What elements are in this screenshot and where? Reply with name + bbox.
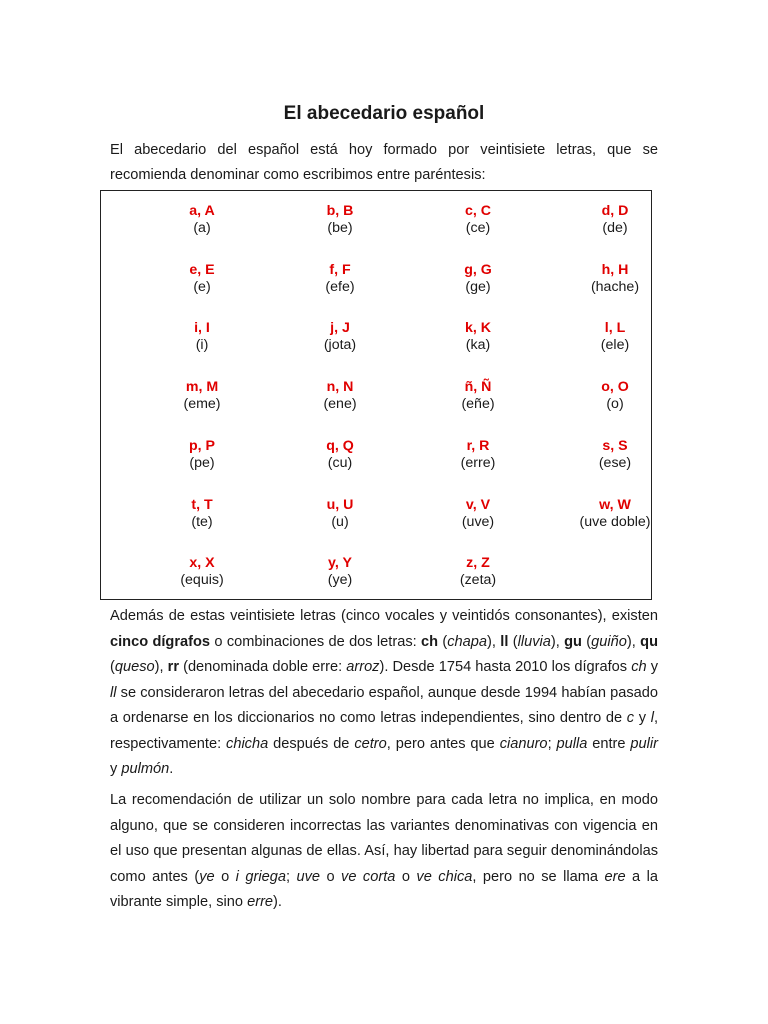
- alphabet-cell: [271, 438, 409, 472]
- letter-pair: s, S: [602, 437, 628, 454]
- letter-pair: ñ, Ñ: [464, 379, 492, 396]
- italic-term: cetro: [354, 735, 387, 752]
- letter-name: (equis): [180, 572, 224, 589]
- text-run: (: [438, 633, 448, 650]
- italic-term: ve chica: [416, 868, 473, 885]
- letter-name: (o): [606, 396, 624, 413]
- letter-name: (cu): [327, 454, 353, 471]
- digraphs-paragraph: [110, 604, 658, 783]
- text-run: ),: [550, 633, 565, 650]
- letter-pair: e, E: [189, 261, 215, 278]
- letter-name: (e): [193, 278, 211, 295]
- letter-name: (erre): [460, 454, 496, 471]
- alphabet-cell: [409, 203, 547, 237]
- alphabet-cell: [409, 555, 547, 589]
- letter-pair: v, V: [465, 496, 491, 513]
- text-run: ;: [285, 868, 297, 885]
- text-run: ;: [547, 735, 557, 752]
- text-run: (: [110, 659, 115, 675]
- bold-term: qu: [640, 633, 658, 650]
- alphabet-cell: [546, 262, 684, 296]
- text-run: después de: [268, 735, 355, 752]
- letter-name: (jota): [323, 337, 357, 354]
- italic-term: ye: [199, 868, 215, 885]
- letter-pair: p, P: [188, 437, 215, 454]
- text-run: .: [169, 761, 174, 777]
- letter-name: (ese): [598, 454, 632, 471]
- alphabet-cell: [133, 203, 271, 237]
- italic-term: pulla: [556, 735, 588, 752]
- letter-name: (i): [195, 337, 209, 354]
- letter-pair: f, F: [329, 261, 351, 278]
- bold-term: ll: [500, 633, 509, 650]
- letter-pair: i, I: [194, 320, 210, 337]
- italic-term: erre: [247, 894, 274, 910]
- text-run: ),: [487, 633, 501, 650]
- alphabet-cell: [409, 379, 547, 413]
- letter-name: (hache): [590, 278, 640, 295]
- text-run: Además de estas veintisiete letras (cinco vocales y veintidós consonantes), existen: [110, 608, 658, 624]
- italic-term: ch: [631, 659, 647, 675]
- text-run: a la vibrante simple, sino: [110, 868, 658, 910]
- italic-term: ere: [604, 868, 626, 885]
- italic-term: pulir: [630, 735, 658, 752]
- alphabet-cell: [271, 379, 409, 413]
- italic-term: cianuro: [499, 735, 548, 752]
- alphabet-cell: [271, 262, 409, 296]
- alphabet-table: [100, 190, 652, 600]
- letter-name: (de): [602, 220, 628, 236]
- italic-term: i griega: [235, 868, 286, 885]
- letter-pair: m, M: [185, 379, 219, 396]
- letter-pair: g, G: [464, 261, 492, 278]
- letter-pair: z, Z: [466, 555, 490, 572]
- page-title: El abecedario español: [283, 103, 485, 124]
- text-run: ),: [154, 659, 168, 675]
- alphabet-cell: [546, 320, 684, 354]
- letter-pair: x, X: [189, 555, 215, 572]
- alphabet-cell: [409, 497, 547, 531]
- italic-term: queso: [114, 659, 155, 675]
- text-run: ). Desde 1754 hasta 2010 los dígrafos: [379, 659, 632, 675]
- letter-pair: h, H: [601, 261, 629, 278]
- alphabet-cell: [133, 262, 271, 296]
- italic-term: chapa: [447, 633, 488, 650]
- text-run: , pero no se llama: [472, 868, 605, 885]
- text-run: (denominada doble erre:: [179, 659, 347, 675]
- letter-pair: n, N: [326, 379, 354, 396]
- letter-pair: a, A: [189, 203, 215, 219]
- letter-name: (ka): [465, 337, 491, 354]
- bold-term: cinco dígrafos: [110, 633, 211, 650]
- recommendation-paragraph: [110, 788, 658, 916]
- italic-term: arroz: [346, 659, 380, 675]
- bold-term: rr: [167, 659, 179, 675]
- italic-term: ve corta: [341, 868, 396, 885]
- letter-name: (uve): [461, 513, 495, 530]
- letter-pair: d, D: [601, 203, 629, 219]
- letter-pair: c, C: [464, 203, 492, 219]
- letter-name: (ge): [465, 278, 491, 295]
- alphabet-cell: [409, 262, 547, 296]
- alphabet-cell: [133, 320, 271, 354]
- italic-term: uve: [296, 868, 320, 885]
- italic-term: chicha: [226, 735, 269, 752]
- alphabet-cell: [409, 438, 547, 472]
- text-run: o combinaciones de dos letras:: [210, 633, 422, 650]
- letter-pair: y, Y: [328, 555, 352, 572]
- letter-name: (eme): [183, 396, 221, 413]
- letter-pair: u, U: [326, 496, 354, 513]
- letter-pair: b, B: [326, 203, 354, 219]
- text-run: , pero antes que: [386, 735, 500, 752]
- alphabet-cell: [271, 203, 409, 237]
- letter-name: (zeta): [459, 572, 497, 589]
- letter-pair: l, L: [604, 320, 626, 337]
- alphabet-cell: [546, 379, 684, 413]
- letter-name: (ye): [327, 572, 353, 589]
- italic-term: guiño: [591, 633, 627, 650]
- letter-name: (a): [193, 220, 211, 236]
- text-run: La recomendación de utilizar un solo nombre para cada letra no implica, en modo alguno, que se consideren incorrectas las variantes denominativas con vigencia en el uso que presentan algunas de ellas. Así, hay libertad para seguir denominándolas como antes (: [110, 792, 658, 885]
- italic-term: c: [626, 710, 635, 726]
- letter-name: (ce): [465, 220, 491, 236]
- text-run: se consideraron letras del abecedario español, aunque desde 1994 habían pasado a ordenarse en los diccionarios no como letras independientes, sino dentro de: [110, 684, 658, 726]
- letter-name: (u): [331, 513, 349, 530]
- text-run: y: [646, 659, 658, 675]
- alphabet-cell: [133, 379, 271, 413]
- letter-name: (be): [327, 220, 353, 236]
- letter-name: (ele): [600, 337, 630, 354]
- letter-pair: q, Q: [326, 437, 354, 454]
- alphabet-cell: [546, 438, 684, 472]
- italic-term: pulmón: [121, 761, 170, 777]
- alphabet-cell: [271, 320, 409, 354]
- letter-name: (uve doble): [579, 513, 651, 530]
- alphabet-cell: [271, 555, 409, 589]
- letter-pair: t, T: [191, 496, 213, 513]
- alphabet-cell: [133, 438, 271, 472]
- letter-name: (eñe): [461, 396, 495, 413]
- letter-pair: w, W: [599, 496, 631, 513]
- text-run: o: [214, 868, 236, 885]
- letter-name: (te): [191, 513, 213, 530]
- italic-term: ll: [110, 684, 117, 701]
- letter-name: (efe): [325, 278, 355, 295]
- text-run: o: [395, 868, 417, 885]
- alphabet-cell: [133, 497, 271, 531]
- bold-term: gu: [564, 633, 582, 650]
- bold-term: ch: [421, 633, 439, 650]
- letter-name: (pe): [189, 454, 215, 471]
- letter-pair: r, R: [466, 437, 490, 454]
- letter-pair: o, O: [601, 379, 629, 396]
- text-run: ),: [626, 633, 641, 650]
- text-run: o: [320, 868, 342, 885]
- alphabet-cell: [409, 320, 547, 354]
- alphabet-cell: [133, 555, 271, 589]
- text-run: y: [110, 761, 122, 777]
- italic-term: lluvia: [517, 633, 551, 650]
- italic-term: l: [650, 710, 654, 726]
- text-run: , respectivamente:: [110, 710, 658, 752]
- alphabet-cell: [271, 497, 409, 531]
- letter-pair: k, K: [464, 320, 492, 337]
- alphabet-cell: [546, 497, 684, 531]
- letter-name: (ene): [323, 396, 357, 413]
- text-run: (: [508, 633, 518, 650]
- intro-paragraph: El abecedario del español está hoy formado por veintisiete letras, que se recomienda denominar como escribimos entre paréntesis:: [110, 142, 658, 183]
- alphabet-cell: [546, 203, 684, 237]
- text-run: y: [634, 710, 651, 726]
- text-run: ).: [273, 894, 282, 910]
- text-run: (: [581, 633, 592, 650]
- letter-pair: j, J: [330, 320, 350, 337]
- text-run: entre: [587, 735, 631, 752]
